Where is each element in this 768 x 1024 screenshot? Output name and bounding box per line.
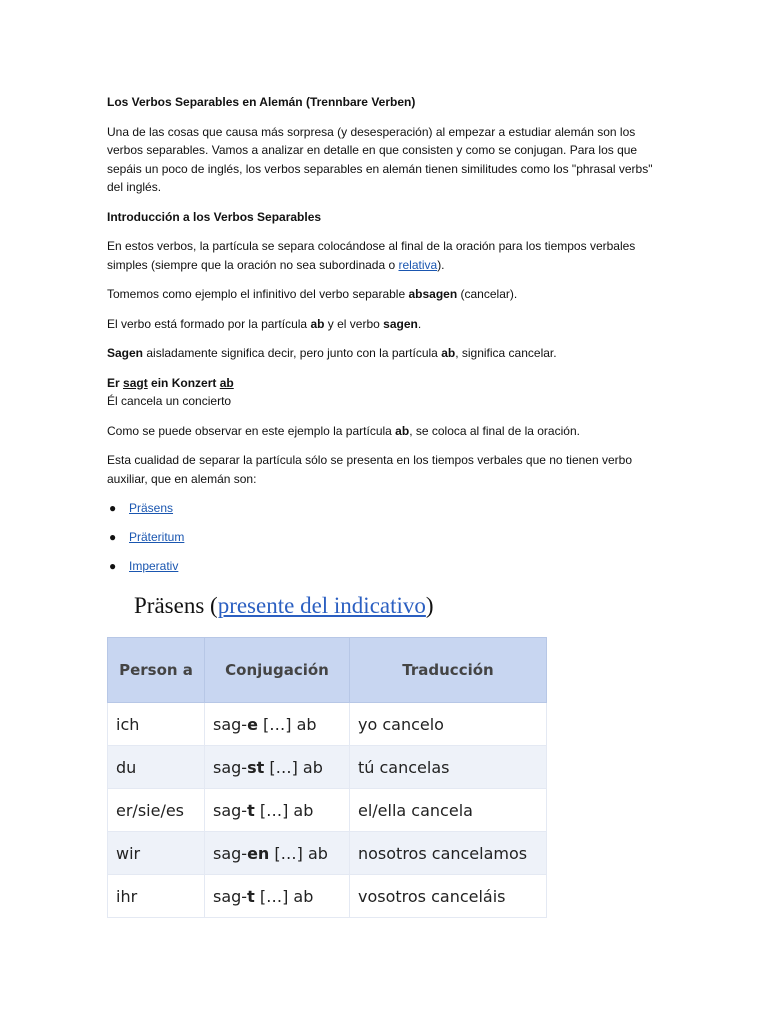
- table-row: [108, 832, 547, 875]
- rest-text: […] ab: [264, 757, 323, 777]
- translation-cell: yo cancelo: [350, 703, 547, 746]
- intro-paragraph: Una de las cosas que causa más sorpresa (y desesperación) al empezar a estudiar alemán son los verbos separables. Vamos a analizar en detalle en que consisten y como se conjugan. Para los que sepáis un poco de inglés, los verbos separables en alemán tienen similitudes como los "phrasal verbs" del inglés.: [107, 124, 653, 194]
- example-text: Er: [107, 375, 124, 390]
- paragraph-text: aisladamente significa decir, pero junto con la partícula: [143, 346, 442, 360]
- rest-text: […] ab: [254, 800, 314, 820]
- example-translation: Él cancela un concierto: [107, 394, 232, 408]
- paragraph-particle: [107, 237, 667, 274]
- paragraph-text: .: [417, 316, 422, 331]
- bold-term: ab: [395, 423, 410, 438]
- bullet-icon: ●: [109, 501, 117, 515]
- person-cell: du: [108, 746, 205, 789]
- person-cell: wir: [108, 832, 205, 875]
- prasens-link[interactable]: Präsens: [129, 501, 174, 515]
- ending-text: e: [247, 714, 258, 734]
- section-title-text: ): [425, 593, 434, 618]
- person-cell: ihr: [108, 875, 205, 918]
- paragraph-text: El verbo está formado por la partícula: [107, 316, 311, 331]
- section-subheading: Introducción a los Verbos Separables: [107, 209, 322, 224]
- paragraph-tenses: Esta cualidad de separar la partícula sólo se presenta en los tiempos verbales que no tienen verbo auxiliar, que en alemán son:: [107, 453, 632, 486]
- conjugation-cell: [205, 832, 350, 875]
- rest-text: […] ab: [254, 886, 314, 906]
- tense-list: [107, 499, 667, 576]
- ending-text: en: [247, 843, 270, 863]
- stem-text: sag-: [213, 886, 248, 906]
- paragraph-observation: [107, 422, 667, 441]
- paragraph-formation: [107, 315, 667, 334]
- example-sentence: [107, 374, 667, 411]
- ending-text: t: [247, 800, 255, 820]
- document-title: Los Verbos Separables en Alemán (Trennbare Verben): [107, 95, 416, 109]
- section-title-text: Präsens (: [134, 593, 218, 618]
- paragraph-meaning: [107, 344, 667, 363]
- conjugation-cell: [205, 789, 350, 832]
- imperativ-link[interactable]: Imperativ: [129, 559, 179, 573]
- bold-term: ab: [310, 316, 325, 331]
- stem-text: sag-: [213, 714, 248, 734]
- paragraph-example-intro: [107, 285, 667, 304]
- conjugation-table: [107, 637, 547, 918]
- list-item: [109, 499, 667, 518]
- conjugation-cell: [205, 875, 350, 918]
- paragraph-text: , se coloca al final de la oración.: [409, 423, 580, 438]
- paragraph-text: ).: [437, 257, 445, 272]
- ending-text: t: [247, 886, 255, 906]
- rest-text: […] ab: [269, 843, 328, 863]
- stem-text: sag-: [213, 800, 248, 820]
- table-row: [108, 789, 547, 832]
- rest-text: […] ab: [257, 714, 317, 734]
- paragraph-text: Tomemos como ejemplo el infinitivo del verbo separable: [107, 287, 409, 301]
- bold-term: ab: [441, 346, 456, 360]
- bullet-icon: ●: [109, 559, 117, 573]
- example-particle: ab: [219, 375, 234, 390]
- bold-term: Sagen: [107, 346, 144, 360]
- paragraph-text: En estos verbos, la partícula se separa colocándose al final de la oración para los tiempos verbales simples (siempre que la oración no sea subordinada o: [107, 239, 636, 272]
- list-item: [109, 557, 667, 576]
- column-header-conjugation: Conjugación: [205, 638, 350, 703]
- table-row: [108, 875, 547, 918]
- presente-indicativo-link[interactable]: presente del indicativo: [217, 593, 426, 618]
- translation-cell: el/ella cancela: [350, 789, 547, 832]
- stem-text: sag-: [213, 757, 248, 777]
- bold-term: absagen: [408, 287, 458, 301]
- example-verb: sagt: [123, 375, 148, 390]
- translation-cell: tú cancelas: [350, 746, 547, 789]
- table-header-row: [108, 638, 547, 703]
- relativa-link[interactable]: relativa: [398, 257, 438, 272]
- conjugation-cell: [205, 703, 350, 746]
- conjugation-cell: [205, 746, 350, 789]
- ending-text: st: [247, 757, 265, 777]
- paragraph-text: (cancelar).: [457, 287, 518, 301]
- stem-text: sag-: [213, 843, 248, 863]
- prateritum-link[interactable]: Präteritum: [129, 530, 185, 544]
- bullet-icon: ●: [109, 530, 117, 544]
- paragraph-text: y el verbo: [324, 316, 384, 331]
- header-text: Person a: [119, 661, 193, 679]
- column-header-translation: Traducción: [350, 638, 547, 703]
- bold-term: sagen: [383, 316, 418, 331]
- document-body: [107, 93, 667, 586]
- translation-cell: vosotros canceláis: [350, 875, 547, 918]
- table-row: [108, 703, 547, 746]
- column-header-person: [108, 638, 205, 703]
- list-item: [109, 528, 667, 547]
- person-cell: er/sie/es: [108, 789, 205, 832]
- paragraph-text: , significa cancelar.: [455, 346, 557, 360]
- example-text: ein Konzert: [147, 375, 220, 390]
- translation-cell: nosotros cancelamos: [350, 832, 547, 875]
- section-title: [134, 590, 434, 622]
- table-row: [108, 746, 547, 789]
- paragraph-text: Como se puede observar en este ejemplo la partícula: [107, 423, 396, 438]
- person-cell: ich: [108, 703, 205, 746]
